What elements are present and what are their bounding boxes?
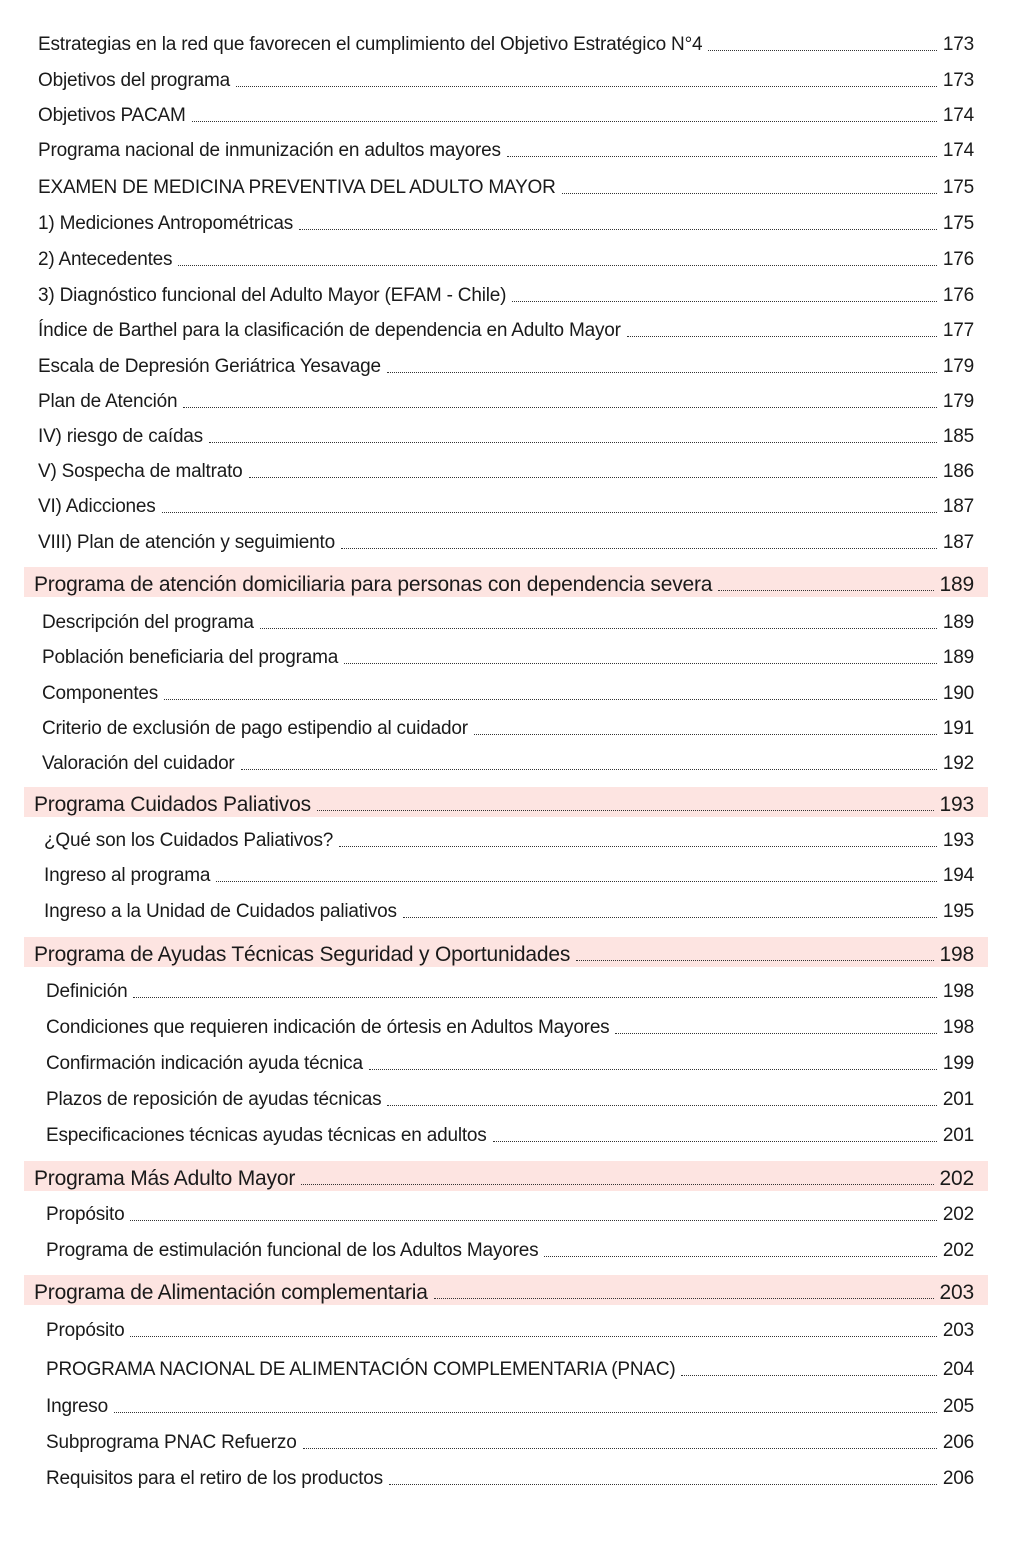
toc-entry[interactable] xyxy=(0,713,1012,741)
toc-entry-title: Programa nacional de inmunización en adultos mayores xyxy=(38,140,501,161)
toc-entry-title: PROGRAMA NACIONAL DE ALIMENTACIÓN COMPLEMENTARIA (PNAC) xyxy=(46,1359,676,1380)
toc-entry-title: Programa Más Adulto Mayor xyxy=(34,1167,296,1190)
toc-entry[interactable] xyxy=(0,1427,1012,1455)
toc-entry-title: Escala de Depresión Geriátrica Yesavage xyxy=(38,356,381,377)
toc-entry[interactable] xyxy=(0,351,1012,379)
toc-entry-title: Propósito xyxy=(46,1320,125,1341)
toc-entry-title: Ingreso a la Unidad de Cuidados paliativos xyxy=(44,901,397,922)
toc-entry-title: 3) Diagnóstico funcional del Adulto Mayor (EFAM - Chile) xyxy=(38,285,507,306)
toc-entry-title: VI) Adicciones xyxy=(38,496,156,517)
toc-entry[interactable] xyxy=(0,860,1012,888)
toc-entry[interactable] xyxy=(0,244,1012,272)
dot-leader xyxy=(627,336,937,337)
toc-entry[interactable] xyxy=(0,1048,1012,1076)
toc-entry[interactable] xyxy=(0,1084,1012,1112)
toc-page-number: 192 xyxy=(942,753,974,774)
dot-leader xyxy=(249,477,937,478)
toc-section-heading[interactable] xyxy=(24,937,988,967)
toc-page-number: 191 xyxy=(942,718,974,739)
toc-entry-title: Requisitos para el retiro de los productos xyxy=(46,1468,383,1489)
toc-page-number: 179 xyxy=(942,391,974,412)
toc-page-number: 206 xyxy=(942,1468,974,1489)
toc-page-number: 202 xyxy=(942,1204,974,1225)
dot-leader xyxy=(544,1256,937,1257)
toc-page-number: 193 xyxy=(939,793,974,816)
toc-entry-title: Definición xyxy=(46,981,128,1002)
dot-leader xyxy=(708,50,937,51)
toc-page-number: 201 xyxy=(942,1125,974,1146)
toc-page-number: 198 xyxy=(939,943,974,966)
toc-page-number: 203 xyxy=(939,1281,974,1304)
toc-entry[interactable] xyxy=(0,172,1012,200)
toc-entry-title: Valoración del cuidador xyxy=(42,753,235,774)
dot-leader xyxy=(317,810,934,811)
toc-page-number: 177 xyxy=(942,320,974,341)
toc-entry-title: Estrategias en la red que favorecen el cumplimiento del Objetivo Estratégico N°4 xyxy=(38,34,703,55)
toc-entry-title: VIII) Plan de atención y seguimiento xyxy=(38,532,335,553)
dot-leader xyxy=(339,846,937,847)
toc-entry-title: Ingreso xyxy=(46,1396,108,1417)
toc-page-number: 173 xyxy=(942,34,974,55)
toc-entry[interactable] xyxy=(0,825,1012,853)
toc-page-number: 206 xyxy=(942,1432,974,1453)
toc-page-number: 179 xyxy=(942,356,974,377)
dot-leader xyxy=(387,1105,936,1106)
dot-leader xyxy=(681,1375,936,1376)
toc-entry[interactable] xyxy=(0,748,1012,776)
toc-entry-title: Criterio de exclusión de pago estipendio al cuidador xyxy=(42,718,468,739)
toc-page-number: 175 xyxy=(942,213,974,234)
dot-leader xyxy=(164,699,937,700)
toc-entry[interactable] xyxy=(0,491,1012,519)
toc-section-heading[interactable] xyxy=(24,1161,988,1191)
toc-page-number: 189 xyxy=(942,647,974,668)
toc-page-number: 185 xyxy=(942,426,974,447)
dot-leader xyxy=(216,881,937,882)
toc-entry[interactable] xyxy=(0,100,1012,128)
toc-entry-title: Programa de Ayudas Técnicas Seguridad y Oportunidades xyxy=(34,943,571,966)
toc-entry[interactable] xyxy=(0,678,1012,706)
toc-entry-title: Plan de Atención xyxy=(38,391,178,412)
toc-entry-title: Plazos de reposición de ayudas técnicas xyxy=(46,1089,382,1110)
dot-leader xyxy=(183,407,936,408)
dot-leader xyxy=(301,1184,933,1185)
toc-entry-title: IV) riesgo de caídas xyxy=(38,426,203,447)
toc-page-number: 174 xyxy=(942,105,974,126)
toc-entry[interactable] xyxy=(0,976,1012,1004)
toc-page-number: 194 xyxy=(942,865,974,886)
toc-entry[interactable] xyxy=(0,208,1012,236)
toc-entry-title: 1) Mediciones Antropométricas xyxy=(38,213,294,234)
toc-page-number: 174 xyxy=(942,140,974,161)
toc-entry-title: V) Sospecha de maltrato xyxy=(38,461,243,482)
toc-entry[interactable] xyxy=(0,1463,1012,1491)
toc-page-number: 198 xyxy=(942,981,974,1002)
toc-entry[interactable] xyxy=(0,315,1012,343)
dot-leader xyxy=(260,628,937,629)
toc-entry[interactable] xyxy=(0,1120,1012,1148)
toc-page-number: 189 xyxy=(942,612,974,633)
toc-entry[interactable] xyxy=(0,1199,1012,1227)
toc-entry[interactable] xyxy=(0,527,1012,555)
toc-entry-title: Especificaciones técnicas ayudas técnicas en adultos xyxy=(46,1125,487,1146)
toc-page-number: 203 xyxy=(942,1320,974,1341)
toc-entry[interactable] xyxy=(0,1235,1012,1263)
toc-page-number: 204 xyxy=(942,1359,974,1380)
toc-entry-title: Programa Cuidados Paliativos xyxy=(34,793,311,816)
dot-leader xyxy=(369,1069,937,1070)
toc-entry-title: Índice de Barthel para la clasificación de dependencia en Adulto Mayor xyxy=(38,320,621,341)
dot-leader xyxy=(434,1298,934,1299)
dot-leader xyxy=(341,548,937,549)
dot-leader xyxy=(389,1484,937,1485)
toc-entry[interactable] xyxy=(0,607,1012,635)
toc-entry[interactable] xyxy=(0,135,1012,163)
toc-page-number: 173 xyxy=(942,70,974,91)
dot-leader xyxy=(718,590,933,591)
toc-page-number: 193 xyxy=(942,830,974,851)
toc-page-number: 176 xyxy=(942,285,974,306)
toc-page-number: 195 xyxy=(942,901,974,922)
dot-leader xyxy=(576,960,933,961)
dot-leader xyxy=(344,663,937,664)
dot-leader xyxy=(114,1412,937,1413)
dot-leader xyxy=(192,121,937,122)
toc-page-number: 199 xyxy=(942,1053,974,1074)
dot-leader xyxy=(562,193,937,194)
dot-leader xyxy=(209,442,937,443)
toc-entry[interactable] xyxy=(0,456,1012,484)
toc-entry[interactable] xyxy=(0,1391,1012,1419)
toc-entry[interactable] xyxy=(0,642,1012,670)
toc-entry[interactable] xyxy=(0,386,1012,414)
toc-page-number: 205 xyxy=(942,1396,974,1417)
toc-entry-title: ¿Qué son los Cuidados Paliativos? xyxy=(44,830,334,851)
toc-entry-title: Programa de atención domiciliaria para personas con dependencia severa xyxy=(34,573,713,596)
toc-page-number: 187 xyxy=(942,532,974,553)
toc-entry-title: Subprograma PNAC Refuerzo xyxy=(46,1432,297,1453)
toc-entry-title: Condiciones que requieren indicación de órtesis en Adultos Mayores xyxy=(46,1017,610,1038)
toc-entry[interactable] xyxy=(0,421,1012,449)
toc-entry-title: Programa de estimulación funcional de los Adultos Mayores xyxy=(46,1240,539,1261)
toc-page-number: 175 xyxy=(942,177,974,198)
toc-entry[interactable] xyxy=(0,65,1012,93)
dot-leader xyxy=(299,229,937,230)
toc-entry-title: Objetivos PACAM xyxy=(38,105,186,126)
dot-leader xyxy=(493,1141,937,1142)
dot-leader xyxy=(130,1336,936,1337)
toc-section-heading[interactable] xyxy=(24,567,988,597)
toc-section-heading[interactable] xyxy=(24,787,988,817)
dot-leader xyxy=(236,86,937,87)
toc-page-number: 202 xyxy=(942,1240,974,1261)
dot-leader xyxy=(162,512,937,513)
toc-entry-title: Objetivos del programa xyxy=(38,70,231,91)
toc-entry-title: Confirmación indicación ayuda técnica xyxy=(46,1053,363,1074)
toc-page-number: 189 xyxy=(939,573,974,596)
toc-entry-title: Ingreso al programa xyxy=(44,865,211,886)
dot-leader xyxy=(387,372,937,373)
dot-leader xyxy=(130,1220,936,1221)
toc-entry-title: Descripción del programa xyxy=(42,612,254,633)
toc-page-number: 190 xyxy=(942,683,974,704)
toc-page-number: 187 xyxy=(942,496,974,517)
toc-page-number: 198 xyxy=(942,1017,974,1038)
toc-page-number: 201 xyxy=(942,1089,974,1110)
dot-leader xyxy=(474,734,937,735)
toc-entry[interactable] xyxy=(0,896,1012,924)
toc-entry[interactable] xyxy=(0,29,1012,57)
dot-leader xyxy=(178,265,937,266)
dot-leader xyxy=(615,1033,936,1034)
toc-entry[interactable] xyxy=(0,1012,1012,1040)
dot-leader xyxy=(512,301,937,302)
toc-entry[interactable] xyxy=(0,1315,1012,1343)
toc-entry-title: Propósito xyxy=(46,1204,125,1225)
dot-leader xyxy=(507,156,937,157)
dot-leader xyxy=(303,1448,937,1449)
dot-leader xyxy=(403,917,937,918)
toc-section-heading[interactable] xyxy=(24,1275,988,1305)
toc-entry-title: Programa de Alimentación complementaria xyxy=(34,1281,428,1304)
dot-leader xyxy=(133,997,936,998)
toc-page-number: 186 xyxy=(942,461,974,482)
toc-page-number: 176 xyxy=(942,249,974,270)
dot-leader xyxy=(241,769,937,770)
toc-entry-title: Población beneficiaria del programa xyxy=(42,647,339,668)
toc-entry[interactable] xyxy=(0,1354,1012,1382)
toc-entry-title: 2) Antecedentes xyxy=(38,249,173,270)
toc-entry-title: Componentes xyxy=(42,683,159,704)
toc-page-number: 202 xyxy=(939,1167,974,1190)
toc-entry-title: EXAMEN DE MEDICINA PREVENTIVA DEL ADULTO MAYOR xyxy=(38,177,556,198)
toc-entry[interactable] xyxy=(0,280,1012,308)
